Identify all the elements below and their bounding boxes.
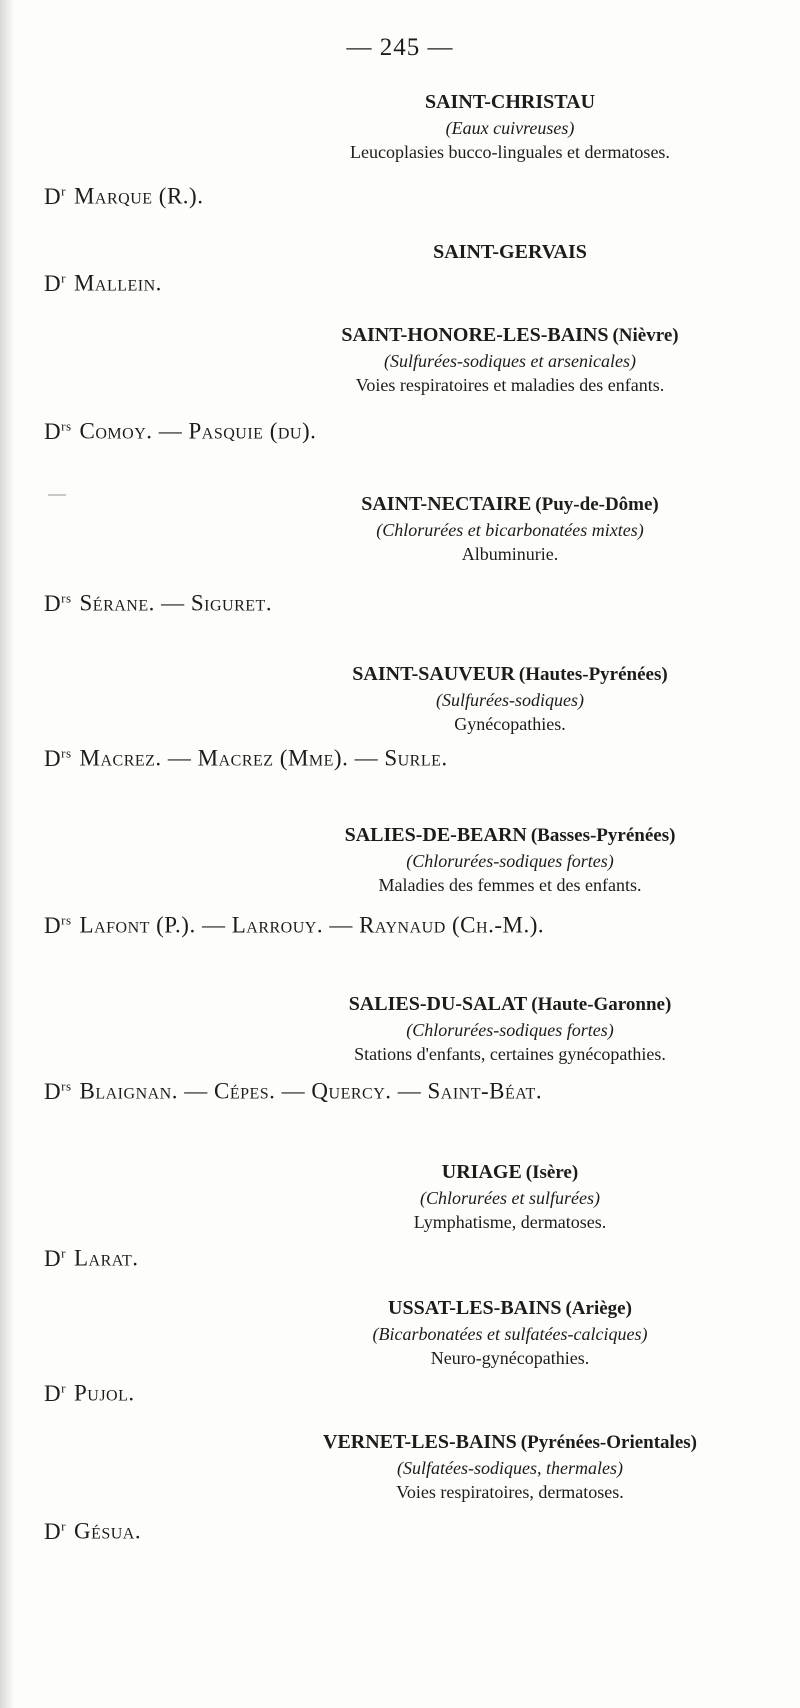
water-type: (Chlorurées et sulfurées) [420,1188,600,1208]
indication: Maladies des femmes et des enfants. [378,875,642,895]
station-name: VERNET-LES-BAINS [323,1431,517,1453]
page-number: — 245 — [346,34,454,61]
station-name: SAINT-NECTAIRE [361,493,532,515]
station-block [250,492,770,566]
station-name: USSAT-LES-BAINS [388,1297,562,1319]
indication: Voies respiratoires, dermatoses. [396,1482,624,1502]
station-block [250,1430,770,1504]
water-type: (Chlorurées-sodiques fortes) [406,851,614,871]
doctor-names: Sérane. — Siguret. [79,590,273,616]
water-type: (Bicarbonatées et sulfatées-calciques) [372,1324,648,1344]
station-name: SAINT-SAUVEUR [352,663,515,685]
indication: Leucoplasies bucco-linguales et dermatoses. [350,142,670,162]
doctor-line [44,1078,784,1105]
doctor-names: Macrez. — Macrez (Mme). — Surle. [79,745,448,771]
station-block [250,323,770,397]
doctor-names: Lafont (P.). — Larrouy. — Raynaud (Ch.-M.). [79,912,545,938]
doctor-prefix: $D^{rs}$ [44,1078,72,1104]
doctor-prefix: $D^r$ [44,1380,66,1406]
station-block [250,90,770,164]
station-region: (Haute-Garonne) [531,994,672,1015]
doctor-prefix: $D^{rs}$ [44,418,72,444]
doctor-names: Marque (R.). [73,183,204,209]
station-name: SAINT-GERVAIS [433,241,587,263]
doctor-names: Mallein. [73,270,162,296]
doctor-names: Gésua. [73,1518,142,1544]
doctor-line [44,418,784,445]
doctor-prefix: $D^{rs}$ [44,745,72,771]
indication: Neuro-gynécopathies. [430,1348,590,1368]
station-block [250,240,770,266]
doctor-prefix: $D^r$ [44,1518,66,1544]
station-name: SAINT-HONORE-LES-BAINS [341,324,609,346]
doctor-prefix: $D^r$ [44,183,66,209]
doctor-names: Larat. [73,1245,139,1271]
station-region: (Nièvre) [612,325,679,346]
water-type: (Sulfurées-sodiques) [436,690,584,710]
indication: Voies respiratoires et maladies des enfants. [355,375,665,395]
doctor-prefix: $D^{rs}$ [44,590,72,616]
station-block [250,1296,770,1370]
station-block [250,662,770,736]
water-type: (Chlorurées-sodiques fortes) [406,1020,614,1040]
indication: Lymphatisme, dermatoses. [413,1212,607,1232]
station-name: SALIES-DU-SALAT [348,993,528,1015]
doctor-line [44,912,784,939]
doctor-line [44,1380,784,1407]
station-name: SALIES-DE-BEARN [344,824,527,846]
doctor-names: Blaignan. — Cépes. — Quercy. — Saint-Béat. [79,1078,543,1104]
doctor-line [44,183,784,210]
station-name: URIAGE [441,1161,522,1183]
doctor-names: Pujol. [73,1380,135,1406]
station-block [250,823,770,897]
indication: Albuminurie. [461,544,559,564]
station-region: (Hautes-Pyrénées) [518,664,668,685]
indication: Gynécopathies. [454,714,566,734]
doctor-names: Comoy. — Pasquie (du). [79,418,317,444]
water-type: (Sulfatées-sodiques, thermales) [397,1458,623,1478]
water-type: (Sulfurées-sodiques et arsenicales) [384,351,636,371]
station-region: (Ariège) [565,1298,632,1319]
station-region: (Basses-Pyrénées) [530,825,676,846]
water-type: (Chlorurées et bicarbonatées mixtes) [376,520,644,540]
doctor-prefix: $D^r$ [44,1245,66,1271]
ink-speck [48,494,66,496]
station-block [250,1160,770,1234]
water-type: (Eaux cuivreuses) [445,118,575,138]
doctor-line [44,1245,784,1272]
station-name: SAINT-CHRISTAU [424,91,596,113]
doctor-prefix: $D^r$ [44,270,66,296]
station-region: (Isère) [525,1162,579,1183]
doctor-line [44,590,784,617]
doctor-prefix: $D^{rs}$ [44,912,72,938]
doctor-line [44,270,784,297]
page-edge-shadow [0,0,14,1708]
doctor-line [44,745,784,772]
station-region: (Pyrénées-Orientales) [520,1432,697,1453]
station-block [250,992,770,1066]
doctor-line [44,1518,784,1545]
station-region: (Puy-de-Dôme) [535,494,659,515]
indication: Stations d'enfants, certaines gynécopathies. [354,1044,666,1064]
